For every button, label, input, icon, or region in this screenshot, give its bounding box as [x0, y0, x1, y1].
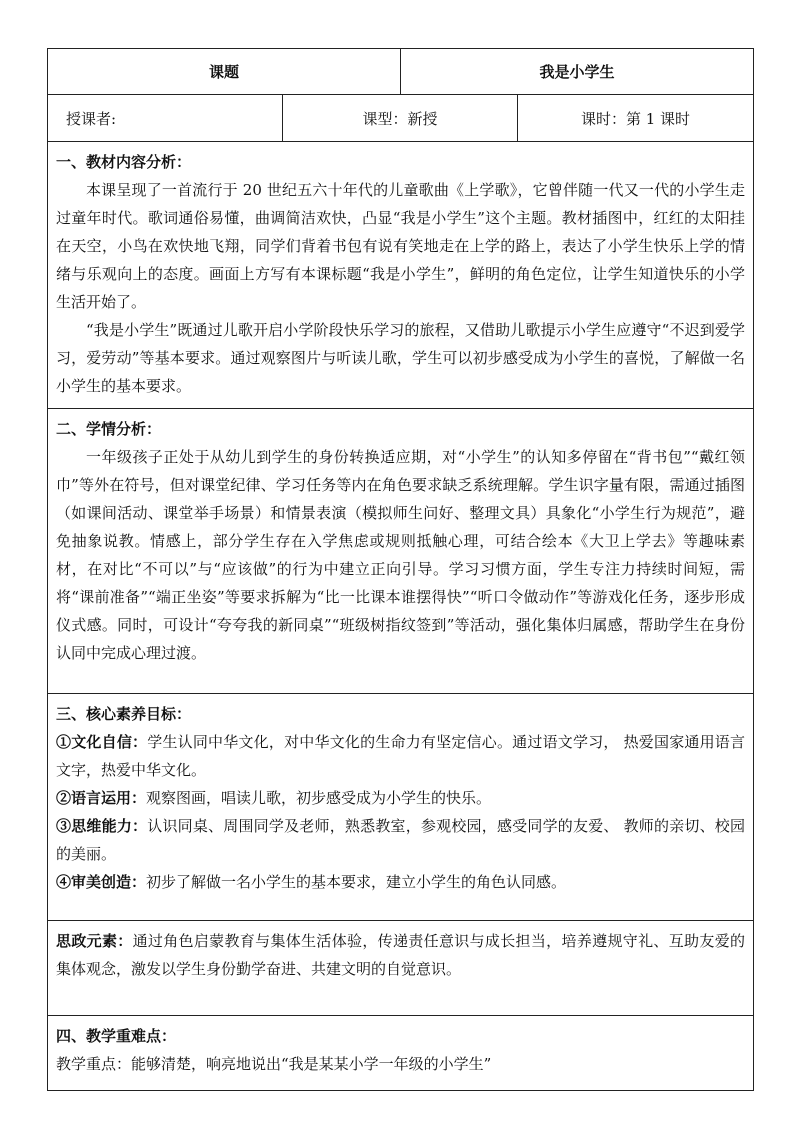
analysis-section: [48, 142, 754, 409]
lesson-period-cell: 课时：第 1 课时: [518, 95, 754, 142]
ideology-section: [48, 921, 754, 1016]
keypoints-text: 教学重点：能够清楚，响亮地说出“我是某某小学一年级的小学生”: [56, 1055, 492, 1073]
literacy-item: [56, 868, 745, 896]
header-row: [48, 49, 754, 95]
topic-label: 课题: [48, 49, 401, 95]
literacy-item: [56, 784, 745, 812]
literacy-item-label: ④审美创造：: [56, 873, 147, 891]
students-paragraph: 一年级孩子正处于从幼儿到学生的身份转换适应期，对“小学生”的认知多停留在“背书包”“戴红领巾”等外在符号，但对课堂纪律、学习任务等内在角色要求缺乏系统理解。学生识字量有限，需通过插图（如课间活动、课堂举手场景）和情景表演（模拟师生问好、整理文具）具象化“小学生行为规范”，避免抽象说教。情感上，部分学生存在入学焦虑或规则抵触心理，可结合绘本《大卫上学去》等趣味素材，在对比“不可以”与“应该做”的行为中建立正向引导。学习习惯方面，学生专注力持续时间短，需将“课前准备”“端正坐姿”等要求拆解为“比一比课本谁摆得快”“听口令做动作”等游戏化任务，逐步形成仪式感。同时，可设计“夸夸我的新同桌”“班级树指纹签到”等活动，强化集体归属感，帮助学生在身份认同中完成心理过渡。: [56, 448, 746, 662]
literacy-item: [56, 812, 745, 868]
ideology-label: 思政元素：: [56, 932, 133, 950]
lesson-type-cell: 课型：新授: [283, 95, 518, 142]
topic-value: 我是小学生: [401, 49, 754, 95]
students-title: 二、学情分析：: [56, 420, 162, 438]
ideology-paragraph: [56, 927, 745, 983]
students-section: [48, 409, 754, 694]
keypoints-title: 四、教学重难点：: [56, 1027, 177, 1045]
lesson-plan-table: [47, 48, 754, 1091]
literacy-section: [48, 694, 754, 921]
literacy-title: 三、核心素养目标：: [56, 705, 192, 723]
analysis-paragraph-1: 本课呈现了一首流行于 20 世纪五六十年代的儿童歌曲《上学歌》，它曾伴随一代又一代的小学生走过童年时代。歌词通俗易懂，曲调简洁欢快，凸显“我是小学生”这个主题。教材插图中，红红的太阳挂在天空，小鸟在欢快地飞翔，同学们背着书包有说有笑地走在上学的路上，表达了小学生快乐上学的情绪与乐观向上的态度。画面上方写有本课标题“我是小学生”，鲜明的角色定位，让学生知道快乐的小学生活开始了。: [56, 181, 746, 311]
literacy-item-text: 学生认同中华文化，对中华文化的生命力有坚定信心。通过语文学习， 热爱国家通用语言文字，热爱中华文化。: [56, 733, 746, 779]
ideology-text: 通过角色启蒙教育与集体生活体验，传递责任意识与成长担当，培养遵规守礼、互助友爱的集体观念，激发以学生身份勤学奋进、共建文明的自觉意识。: [56, 932, 746, 978]
teacher-cell: 授课者:: [48, 95, 283, 142]
literacy-item-label: ①文化自信：: [56, 733, 148, 751]
literacy-item-text: 观察图画，唱读儿歌，初步感受成为小学生的快乐。: [146, 789, 492, 807]
keypoints-section: [48, 1016, 754, 1091]
lesson-plan-page: [47, 48, 753, 1091]
analysis-title: 一、教材内容分析：: [56, 153, 192, 171]
literacy-item-text: 初步了解做一名小学生的基本要求，建立小学生的角色认同感。: [146, 873, 567, 891]
literacy-item-label: ②语言运用：: [56, 789, 147, 807]
literacy-item-label: ③思维能力：: [56, 817, 148, 835]
meta-row: [48, 95, 754, 142]
literacy-item: [56, 728, 745, 784]
literacy-item-text: 认识同桌、周围同学及老师，熟悉教室，参观校园，感受同学的友爱、 教师的亲切、校园的美丽。: [56, 817, 746, 863]
analysis-paragraph-2: “我是小学生”既通过儿歌开启小学阶段快乐学习的旅程，又借助儿歌提示小学生应遵守“不迟到爱学习，爱劳动”等基本要求。通过观察图片与听读儿歌，学生可以初步感受成为小学生的喜悦，了解做一名小学生的基本要求。: [56, 321, 746, 395]
